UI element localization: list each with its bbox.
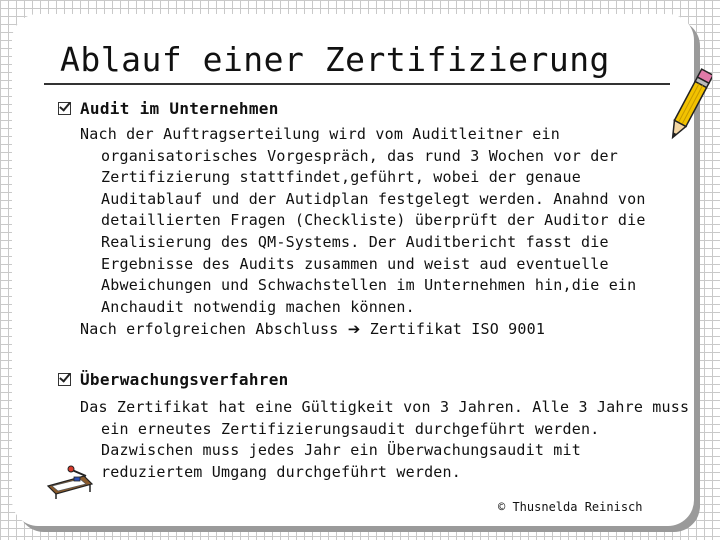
arrow-right-icon: ➔: [347, 320, 361, 338]
section-result-line: [80, 320, 545, 338]
checkbox-icon: [58, 373, 71, 386]
copyright-footer: © Thusnelda Reinisch: [498, 500, 643, 514]
result-prefix: Nach erfolgreichen Abschluss: [80, 320, 339, 338]
writing-desk-icon: [44, 464, 96, 500]
checkbox-icon: [58, 102, 71, 115]
slide-title: Ablauf einer Zertifizierung: [60, 40, 610, 79]
result-suffix: Zertifikat ISO 9001: [369, 320, 546, 338]
title-underline: [44, 83, 670, 85]
section-paragraph-ueberwachung: Das Zertifikat hat eine Gültigkeit von 3 Jahren. Alle 3 Jahre muss ein erneutes Zertifizierungsaudit durchgeführt werden. Dazwischen muss jedes Jahr ein Überwachungsaudit mit reduziertem Umgang durchgeführt werden.: [80, 398, 690, 481]
section-heading-audit: Audit im Unternehmen: [80, 99, 279, 118]
section-heading-ueberwachung: Überwachungsverfahren: [80, 370, 289, 389]
section-paragraph-audit: Nach der Auftragserteilung wird vom Auditleitner ein organisatorisches Vorgespräch, das rund 3 Wochen vor der Zertifizierung stattfindet,geführt, wobei der genaue Auditablauf und der Autidplan festgelegt werden. Anahnd von detaillierten Fragen (Checkliste) überprüft der Auditor die Realisierung des QM-Systems. Der Auditbericht fasst die Ergebnisse des Audits zusammen und weist aud eventuelle Abweichungen und Schwachstellen im Unternehmen hin,die ein Anchaudit notwendig machen können.: [80, 125, 646, 316]
